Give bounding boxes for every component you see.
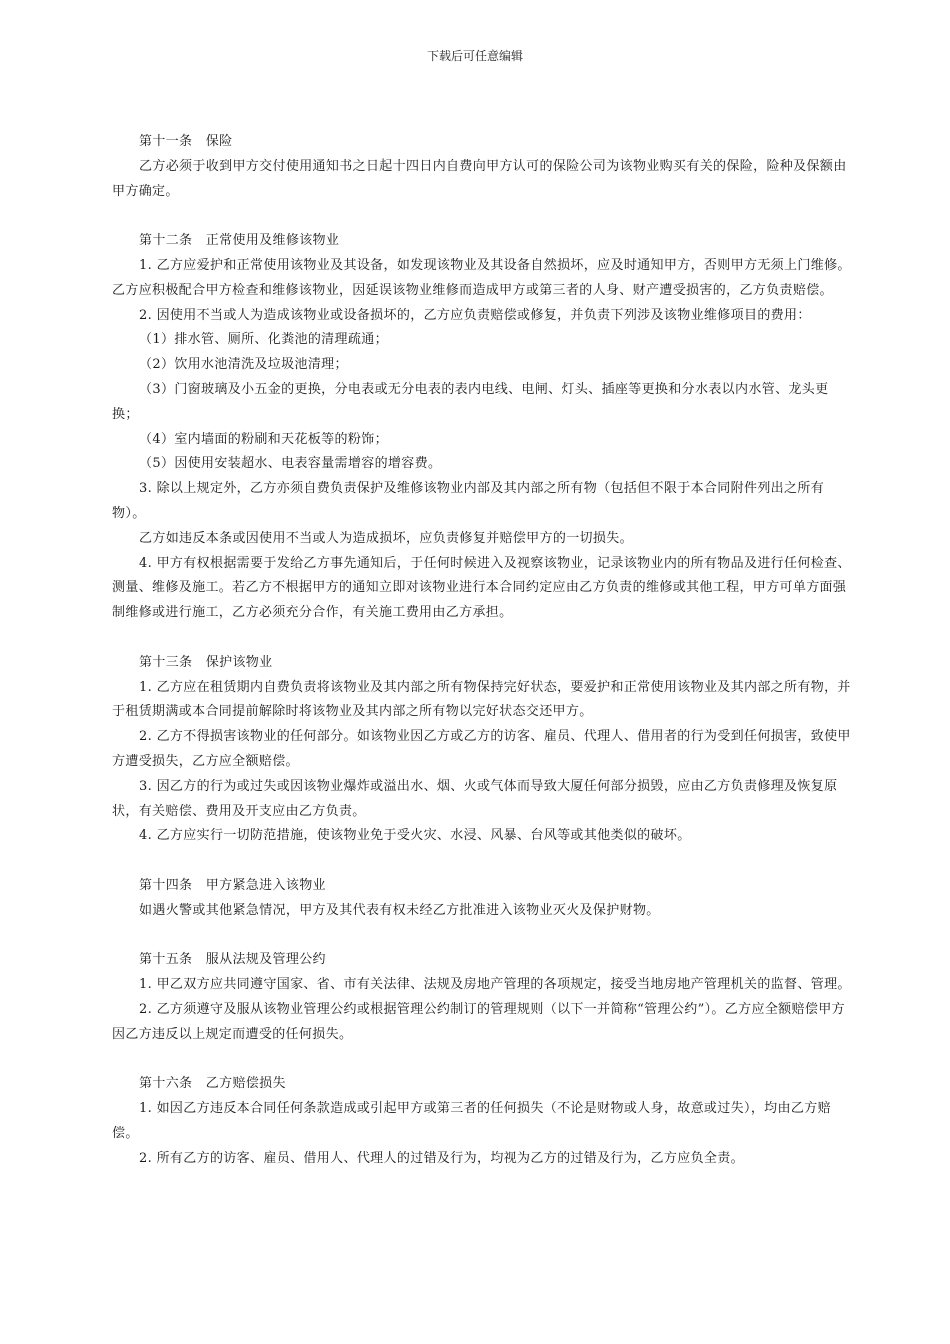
article-15 (112, 948, 852, 1047)
sub-clause: （3）门窗玻璃及小五金的更换，分电表或无分电表的表内电线、电闸、灯头、插座等更换和分水表以内水管、龙头更换； (112, 381, 829, 422)
article-title: 第十四条 甲方紧急进入该物业 (139, 877, 326, 893)
clause: 1. 乙方应爱护和正常使用该物业及其设备，如发现该物业及其设备自然损坏，应及时通知甲方，否则甲方无须上门维修。乙方应积极配合甲方检查和维修该物业，因延误该物业维修而造成甲方或第三者的人身、财产遭受损害的，乙方负责赔偿。 (112, 257, 851, 298)
sub-clause: （4）室内墙面的粉刷和天花板等的粉饰； (139, 431, 388, 447)
article-title: 第十一条 保险 (139, 134, 233, 149)
sub-clause: （2）饮用水池清洗及垃圾池清理； (139, 357, 348, 373)
article-12 (112, 229, 852, 626)
paragraph: 如遇火警或其他紧急情况，甲方及其代表有权未经乙方批准进入该物业灭火及保护财物。 (139, 902, 660, 918)
article-11 (112, 130, 852, 204)
article-title: 第十六条 乙方赔偿损失 (139, 1076, 286, 1092)
clause: 2. 因使用不当或人为造成该物业或设备损坏的，乙方应负责赔偿或修复，并负责下列涉及该物业维修项目的费用： (139, 307, 811, 323)
sub-clause: （5）因使用安装超水、电表容量需增容的增容费。 (139, 456, 442, 472)
clause: 2. 乙方须遵守及服从该物业管理公约或根据管理公约制订的管理规则（以下一并简称“管理公约”）。乙方应全额赔偿甲方因乙方违反以上规定而遭受的任何损失。 (112, 1001, 845, 1042)
document-body (112, 130, 852, 1196)
article-title: 第十五条 服从法规及管理公约 (139, 952, 326, 968)
paragraph: 乙方必须于收到甲方交付使用通知书之日起十四日内自费向甲方认可的保险公司为该物业购买有关的保险，险种及保额由甲方确定。 (112, 158, 847, 199)
sub-clause: （1）排水管、厕所、化粪池的清理疏通； (139, 332, 388, 348)
article-title: 第十三条 保护该物业 (139, 654, 273, 670)
article-16 (112, 1072, 852, 1171)
clause: 4. 乙方应实行一切防范措施，使该物业免于受火灾、水浸、风暴、台风等或其他类似的破坏。 (139, 828, 691, 844)
article-14 (112, 874, 852, 924)
clause: 1. 如因乙方违反本合同任何条款造成或引起甲方或第三者的任何损失（不论是财物或人身，故意或过失），均由乙方赔偿。 (112, 1101, 831, 1141)
clause: 4. 甲方有权根据需要于发给乙方事先通知后，于任何时候进入及视察该物业，记录该物业内的所有物品及进行任何检查、测量、维修及施工。若乙方不根据甲方的通知立即对该物业进行本合同约定应由乙方负责的维修或其他工程，甲方可单方面强制维修或进行施工，乙方必须充分合作，有关施工费用由乙方承担。 (112, 555, 851, 621)
clause: 乙方如违反本条或因使用不当或人为造成损坏，应负责修复并赔偿甲方的一切损失。 (139, 530, 633, 546)
clause: 1. 乙方应在租赁期内自费负责将该物业及其内部之所有物保持完好状态，要爱护和正常使用该物业及其内部之所有物，并于租赁期满或本合同提前解除时将该物业及其内部之所有物以完好状态交还甲方。 (112, 679, 851, 720)
clause: 2. 所有乙方的访客、雇员、借用人、代理人的过错及行为，均视为乙方的过错及行为，乙方应负全责。 (139, 1150, 744, 1166)
clause: 3. 因乙方的行为或过失或因该物业爆炸或溢出水、烟、火或气体而导致大厦任何部分损毁，应由乙方负责修理及恢复原状，有关赔偿、费用及开支应由乙方负责。 (112, 778, 838, 819)
clause: 1. 甲乙双方应共同遵守国家、省、市有关法律、法规及房地产管理的各项规定，接受当地房地产管理机关的监督、管理。 (139, 977, 851, 993)
article-13 (112, 651, 852, 849)
page-header: 下载后可任意编辑 (426, 49, 523, 63)
article-title: 第十二条 正常使用及维修该物业 (139, 233, 340, 249)
clause: 3. 除以上规定外，乙方亦须自费负责保护及维修该物业内部及其内部之所有物（包括但不限于本合同附件列出之所有物）。 (112, 481, 825, 521)
clause: 2. 乙方不得损害该物业的任何部分。如该物业因乙方或乙方的访客、雇员、代理人、借用者的行为受到任何损害，致使甲方遭受损失，乙方应全额赔偿。 (112, 729, 851, 769)
